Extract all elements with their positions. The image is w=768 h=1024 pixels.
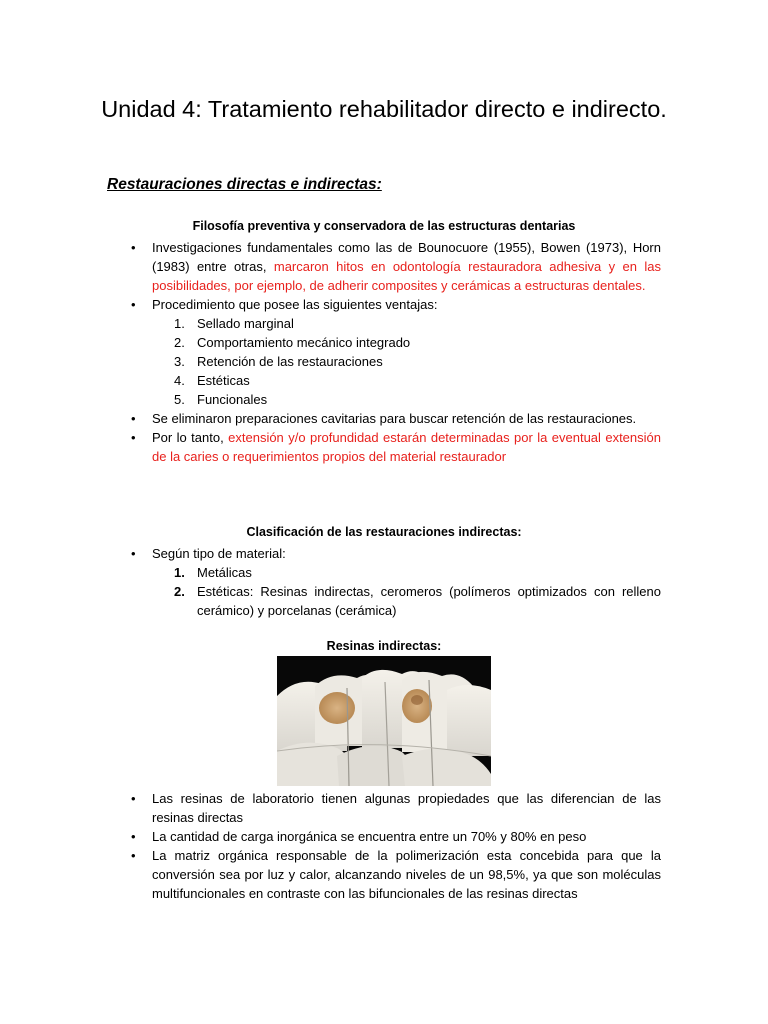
bullet-text: Según tipo de material: [152,546,286,561]
item-text: Retención de las restauraciones [197,354,383,369]
bullet-text: La cantidad de carga inorgánica se encuentra entre un 70% y 80% en peso [152,829,587,844]
list-item [152,390,661,409]
bullet-text: Se eliminaron preparaciones cavitarias para buscar retención de las restauraciones. [152,411,637,426]
list-item [107,846,661,903]
resins-heading: Resinas indirectas: [326,639,442,653]
item-number: 1. [174,565,185,580]
philosophy-heading: Filosofía preventiva y conservadora de las estructuras dentarias [192,219,576,233]
item-number: 4. [174,373,185,388]
list-item [107,409,661,428]
bullet-symbol: • [131,430,136,445]
item-number: 1. [174,316,185,331]
item-number: 2. [174,584,185,599]
item-text: Sellado marginal [197,316,294,331]
list-item [152,371,661,390]
document-title: Unidad 4: Tratamiento rehabilitador directo e indirecto. [101,96,667,122]
list-item [107,295,661,409]
highlighted-text: extensión y/o profundidad estarán determinadas por la eventual extensión de la caries o requerimientos propios del material restaurador [152,430,661,464]
bullet-text: Por lo tanto, [152,430,229,445]
list-item [152,352,661,371]
bullet-text: Las resinas de laboratorio tienen algunas propiedades que las diferencian de las resinas directas [152,791,661,825]
bullet-symbol: • [131,297,136,312]
philosophy-list [107,238,661,466]
list-item [107,827,661,846]
item-number: 5. [174,392,185,407]
bullet-symbol: • [131,829,136,844]
material-list [152,563,661,620]
list-item [107,238,661,295]
bullet-text: Procedimiento que posee las siguientes ventajas: [152,297,438,312]
item-text: Comportamiento mecánico integrado [197,335,411,350]
list-item [152,314,661,333]
section-heading: Restauraciones directas e indirectas: [107,176,382,193]
item-text: Funcionales [197,392,268,407]
classification-heading: Clasificación de las restauraciones indirectas: [246,525,522,539]
bullet-symbol: • [131,546,136,561]
list-item [152,333,661,352]
advantages-list [152,314,661,409]
item-number: 3. [174,354,185,369]
teeth-illustration [277,656,491,786]
bullet-symbol: • [131,411,136,426]
list-item [152,582,661,620]
item-text: Estéticas: Resinas indirectas, ceromeros (polímeros optimizados con relleno cerámico) y porcelanas (cerámica) [197,584,661,618]
bullet-text: La matriz orgánica responsable de la polimerización esta concebida para que la conversión sea por luz y calor, alcanzando niveles de un 98,5%, ya que son moléculas multifuncionales en contraste con las bifuncionales de las resinas directas [152,848,661,901]
item-number: 2. [174,335,185,350]
resins-list [107,789,661,903]
list-item [107,544,661,620]
bullet-text: Investigaciones fundamentales como las de Bounocuore (1955), Bowen (1973), Horn (1983) entre otras, [152,240,661,274]
classification-list [107,544,661,620]
item-text: Metálicas [197,565,252,580]
list-item [152,563,661,582]
bullet-symbol: • [131,240,136,255]
list-item [107,428,661,466]
item-text: Estéticas [197,373,250,388]
bullet-symbol: • [131,848,136,863]
list-item [107,789,661,827]
highlighted-text: marcaron hitos en odontología restauradora adhesiva y en las posibilidades, por ejemplo, de adherir composites y cerámicas a estructuras dentales. [152,259,661,293]
bullet-symbol: • [131,791,136,806]
indirect-resin-teeth-photo [277,656,491,786]
